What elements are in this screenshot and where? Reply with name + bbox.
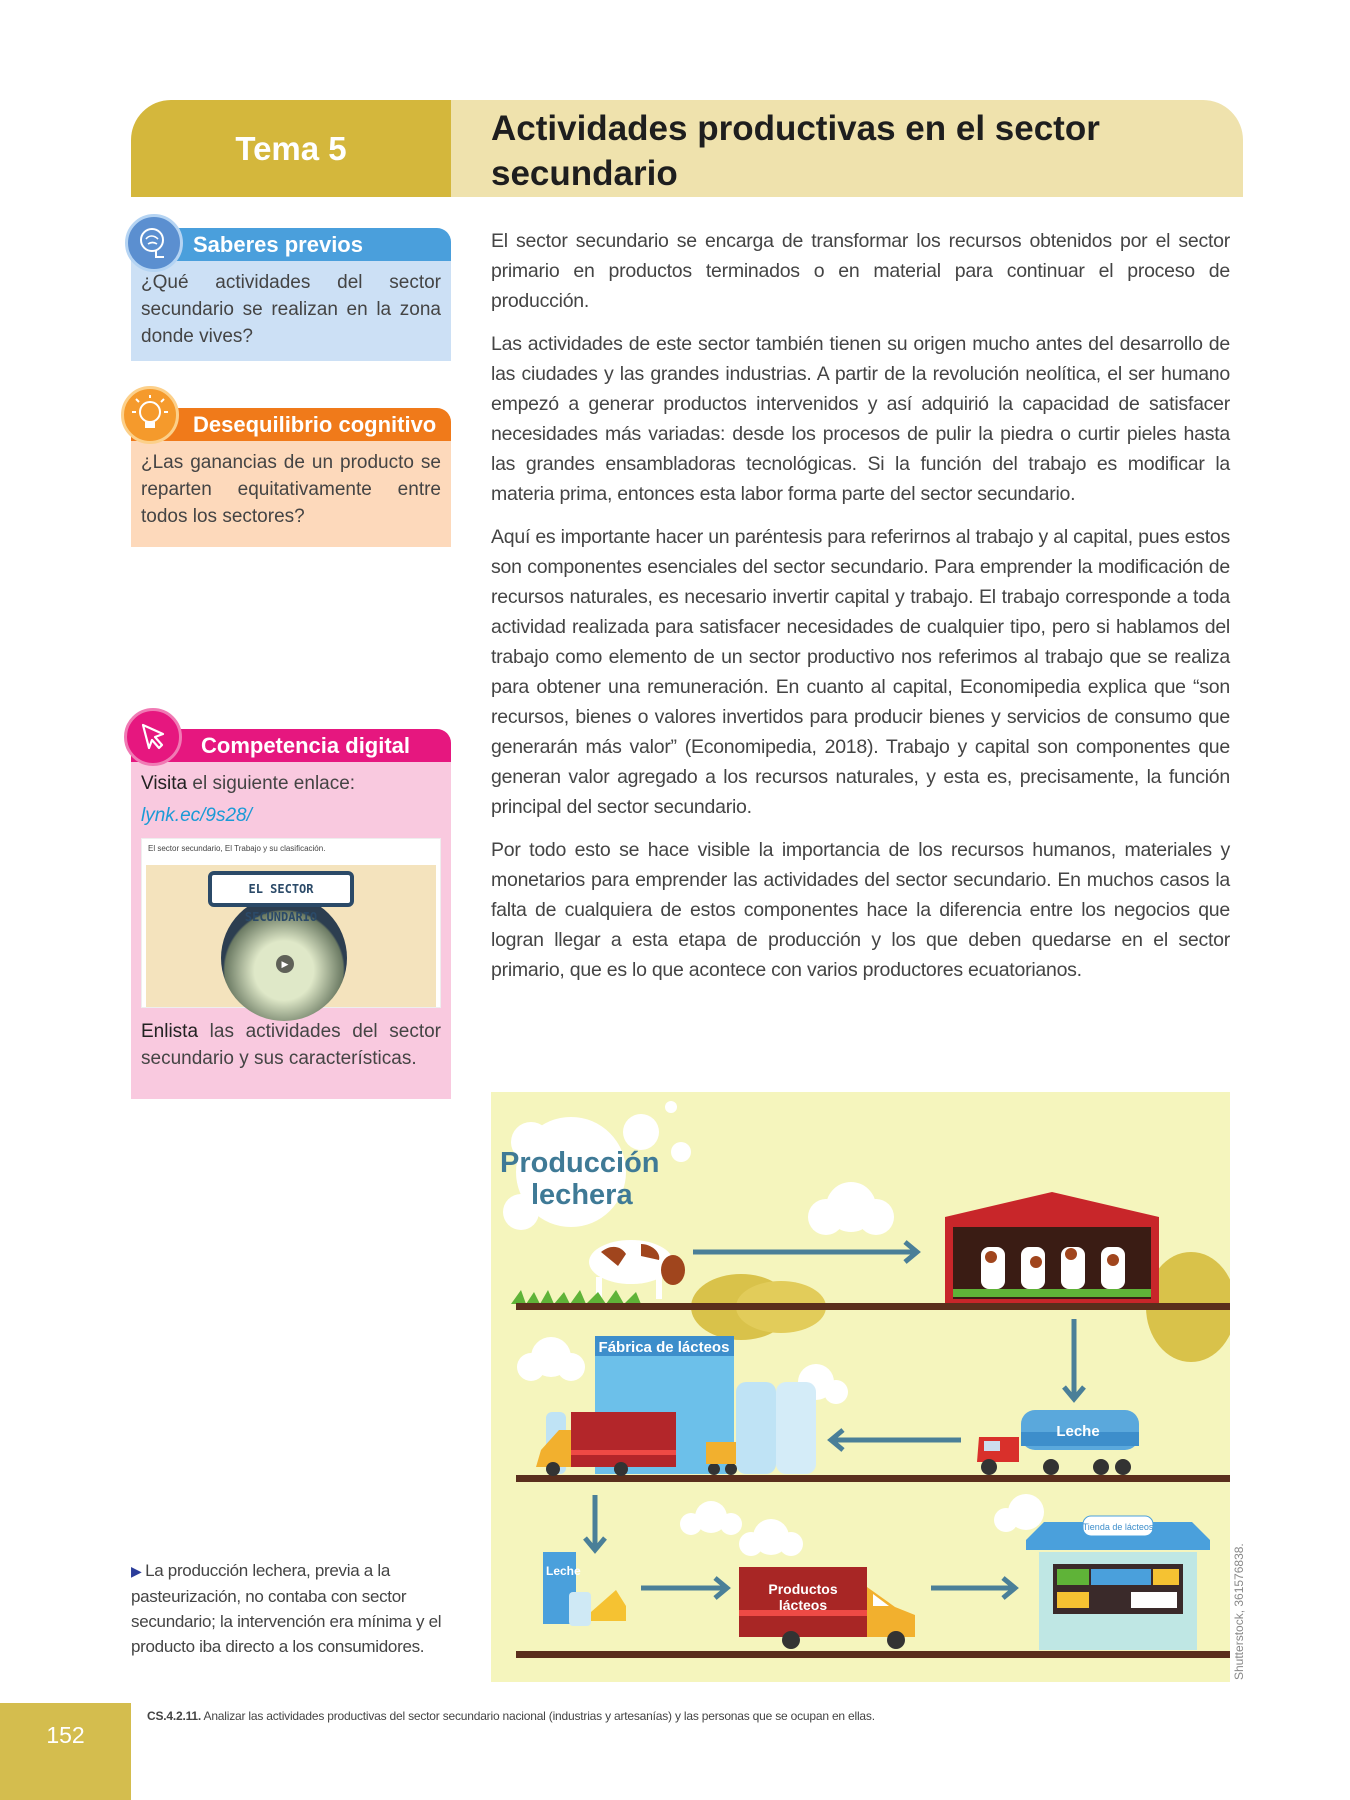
dairy-production-infographic [491,1092,1230,1682]
saberes-previos-text: ¿Qué actividades del sector secundario se realizan en la zona donde vives? [131,261,451,361]
image-credit: Shutterstock, 361576838. [1232,1543,1246,1680]
video-thumbnail[interactable] [141,838,441,1008]
carton-label: Leche [546,1564,581,1578]
curriculum-code: CS.4.2.11. [147,1709,202,1723]
saberes-previos-title: Saberes previos [131,228,451,261]
desequilibrio-cognitivo-title: Desequilibrio cognitivo [131,408,451,441]
caption-text: La producción lechera, previa a la pasteurización, no contaba con sector secundario; la intervención era mínima y el producto iba directo a los consumidores. [131,1561,442,1656]
dairy-shop-icon [1026,1516,1210,1650]
infographic-title-1: Producción [500,1147,660,1179]
paragraph: El sector secundario se encarga de transformar los recursos obtenidos por el sector primario en productos terminados o en material para continuar el proceso de producción. [491,230,1230,312]
competencia-digital-title: Competencia digital [131,729,451,762]
page-title: Actividades productivas en el sector secundario [451,100,1243,197]
paragraph: Las actividades de este sector también tienen su origen mucho antes del desarrollo de las ciudades y las grandes industrias. A partir de la revolución neolítica, el ser humano empezó a generar productos intervenidos y así adquirió la capacidad de satisfacer necesidades más variadas: desde los procesos de pulir la piedra o curtir pieles hasta las grandes ensambladoras tecnológicas. Si la función del trabajo es modificar la materia prima, entonces esta labor forma parte del sector secundario. [491,333,1230,505]
list-bold: Enlista [141,1021,199,1042]
van-label-1: Productos [768,1581,838,1597]
caption-arrow-icon: ▶ [131,1563,146,1579]
paragraph: Por todo esto se hace visible la importancia de los recursos humanos, materiales y monetarios para emprender las actividades del sector secundario. En muchos casos la falta de cualquiera de estos componentes hace la diferencia entre los negocios que logran llegar a esta etapa de producción y los que deben quedarse en el sector primario, que es lo que acontece con varios productores ecuatorianos. [491,839,1230,981]
competencia-digital-body [131,762,451,1099]
visit-bold: Visita [141,773,188,794]
list-text: las actividades del sector secundario y sus características. [141,1021,441,1069]
video-title: El sector secundario, El Trabajo y su clasificación. [148,844,326,853]
video-frame [146,865,436,1007]
tema-text: Tema 5 [235,129,347,167]
lynk-link[interactable]: lynk.ec/9s28/ [141,805,252,826]
image-caption [131,1558,451,1659]
factory-label: Fábrica de lácteos [598,1339,730,1356]
play-icon[interactable]: ▶ [276,955,294,973]
video-banner: EL SECTOR SECUNDARIO [208,871,354,907]
tema-label [131,100,451,197]
infographic-title-2: lechera [531,1179,633,1211]
cursor-icon [124,708,182,766]
van-label-2: lácteos [778,1597,828,1613]
curriculum-text: Analizar las actividades productivas del sector secundario nacional (industrias y artesanías) y las personas que se ocupan en ellas. [201,1709,875,1723]
brain-head-icon [125,214,183,272]
tanker-label: Leche [1056,1423,1100,1440]
lightbulb-brain-icon [121,386,179,444]
visit-text: el siguiente enlace: [187,773,356,794]
page-number-block [0,1703,131,1800]
page-number: 152 [46,1722,85,1748]
shop-label: Tienda de lácteos [1082,1522,1154,1532]
paragraph: Aquí es importante hacer un paréntesis para referirnos al trabajo y al capital, pues estos son componentes esenciales del sector secundario. Para emprender la modificación de recursos naturales, es necesario invertir capital y trabajo. El trabajo corresponde a toda actividad realizada para satisfacer necesidades de cualquier tipo, pero si hablamos del trabajo como elemento de un sector productivo nos referimos al trabajo que se realiza para obtener una remuneración. En cuanto al capital, Economipedia explica que “son recursos, bienes o valores invertidos para producir bienes y servicios de consumo que generarán más valor” (Economipedia, 2018). Trabajo y capital son componentes que generan valor agregado a los recursos naturales, y esta es, precisamente, la función principal del sector secundario. [491,526,1230,818]
competencia-digital-box [131,729,451,1099]
desequilibrio-cognitivo-text: ¿Las ganancias de un producto se reparten equitativamente entre todos los sectores? [131,441,451,547]
main-text [491,226,1230,998]
curriculum-footer [147,1709,875,1723]
desequilibrio-cognitivo-box [131,408,451,547]
